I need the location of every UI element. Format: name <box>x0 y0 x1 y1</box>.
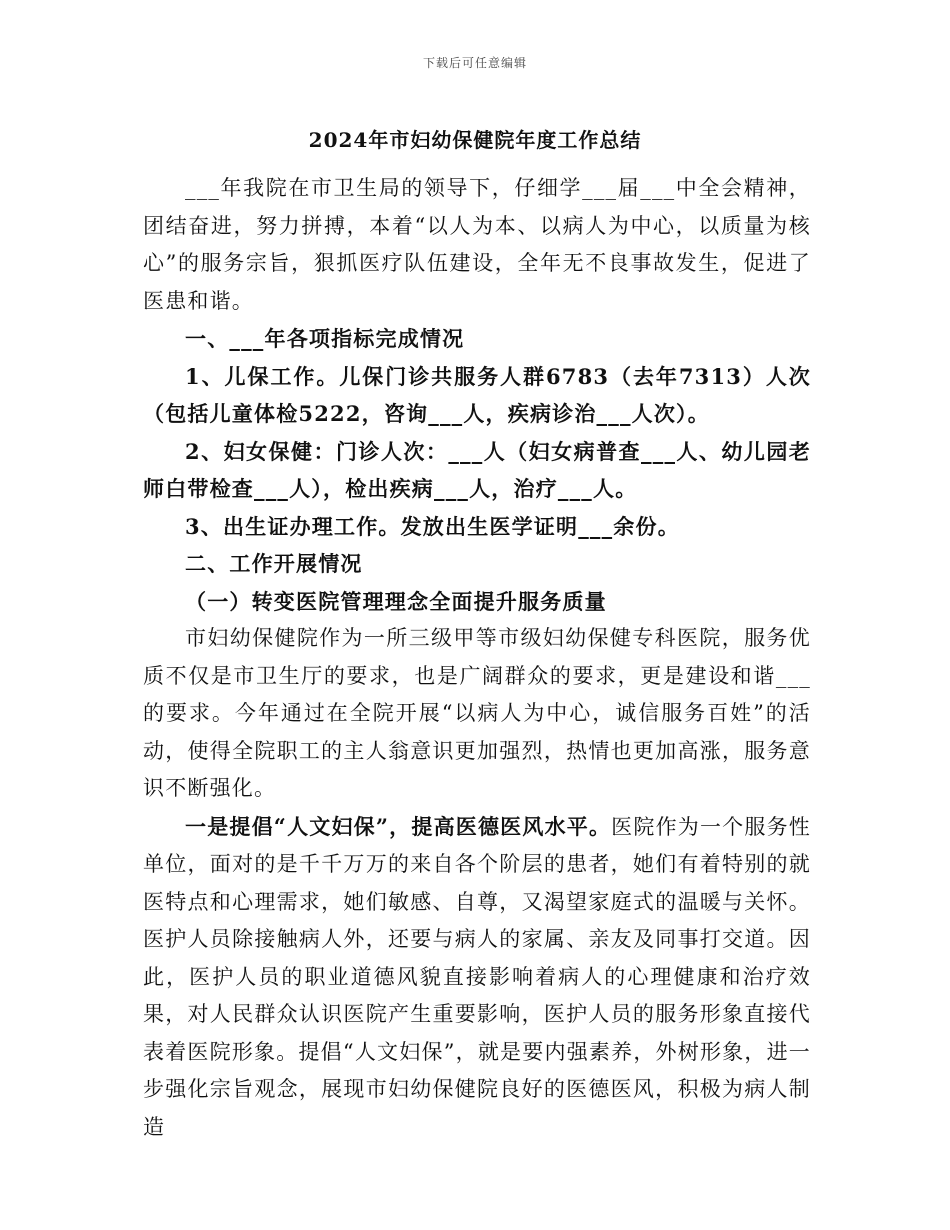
section-heading-1: 一、___年各项指标完成情况 <box>185 326 465 351</box>
section-heading-2: 二、工作开展情况 <box>185 551 363 576</box>
paragraph-2-lead: 一是提倡“人文妇保”，提高医德医风水平。 <box>185 813 612 839</box>
paragraph-2 <box>143 808 811 1147</box>
paragraph-intro: ___年我院在市卫生局的领导下，仔细学___届___中全会精神，团结奋进，努力拼搏，本着“以人为本、以病人为中心，以质量为核心”的服务宗旨，狠抓医疗队伍建设，全年无不良事故发生，促进了医患和谐。 <box>143 176 811 313</box>
list-item-2: 2、妇女保健：门诊人次：___人（妇女病普查___人、幼儿园老师白带检查___人），检出疾病___人，治疗___人。 <box>143 438 811 501</box>
document-title: 2024年市妇幼保健院年度工作总结 <box>308 128 642 152</box>
paragraph-1: 市妇幼保健院作为一所三级甲等市级妇幼保健专科医院，服务优质不仅是市卫生厅的要求，也是广阔群众的要求，更是建设和谐___的要求。今年通过在全院开展“以病人为中心，诚信服务百姓”的活动，使得全院职工的主人翁意识更加强烈，热情也更加高涨，服务意识不断强化。 <box>143 626 811 800</box>
header-note: 下载后可任意编辑 <box>422 56 527 70</box>
paragraph-2-rest: 医院作为一个服务性单位，面对的是千千万万的来自各个阶层的患者，她们有着特别的就医特点和心理需求，她们敏感、自尊，又渴望家庭式的温暖与关怀。医护人员除接触病人外，还要与病人的家属、亲友及同事打交道。因此，医护人员的职业道德风貌直接影响着病人的心理健康和治疗效果，对人民群众认识医院产生重要影响，医护人员的服务形象直接代表着医院形象。提倡“人文妇保”，就是要内强素养，外树形象，进一步强化宗旨观念，展现市妇幼保健院良好的医德医风，积极为病人制造 <box>143 814 811 1139</box>
list-item-1: 1、儿保工作。儿保门诊共服务人群6783（去年7313）人次（包括儿童体检5222，咨询___人，疾病诊治___人次）。 <box>143 363 811 426</box>
subsection-heading-1: （一）转变医院管理理念全面提升服务质量 <box>185 588 607 614</box>
list-item-3: 3、出生证办理工作。发放出生医学证明___余份。 <box>185 513 680 539</box>
document-body <box>143 170 811 1146</box>
